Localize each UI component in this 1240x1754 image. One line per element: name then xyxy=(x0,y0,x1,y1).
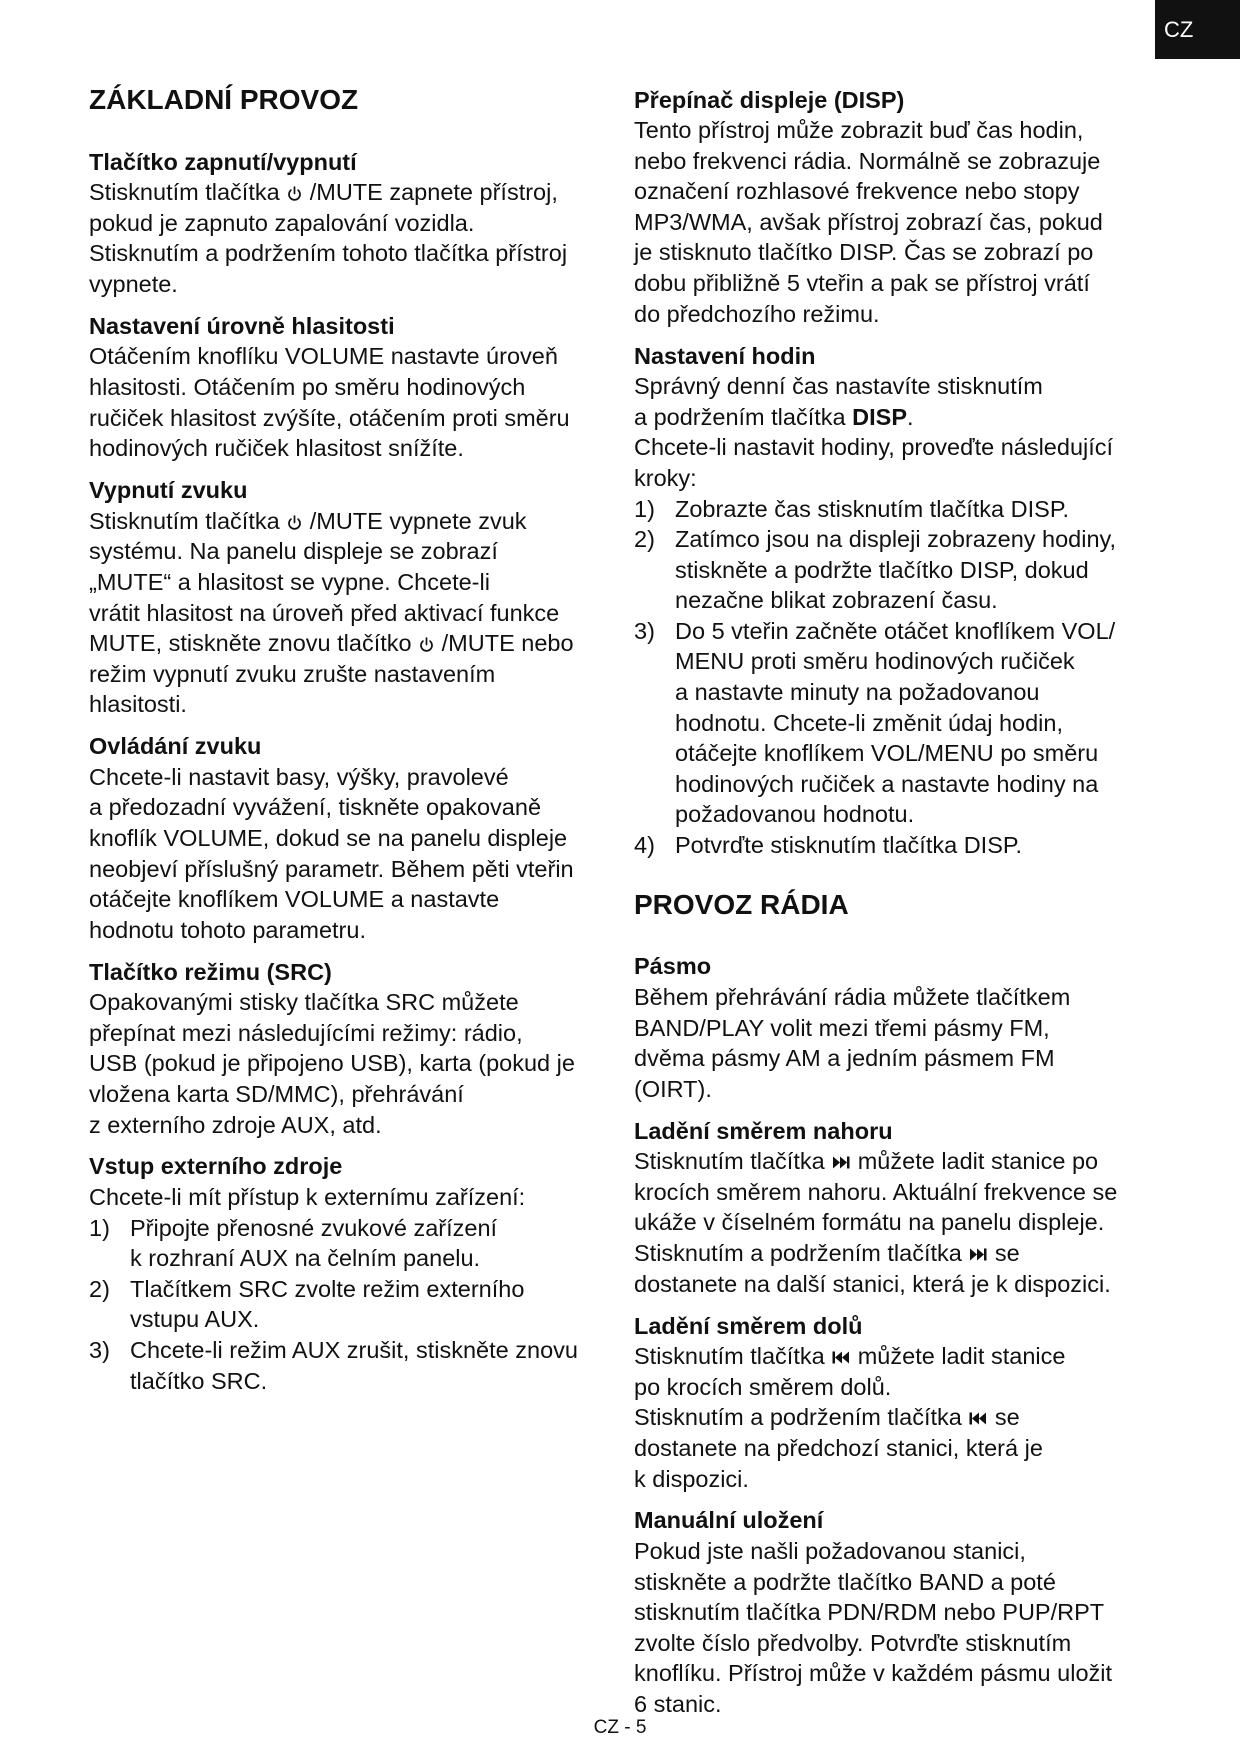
section-body: Během přehrávání rádia můžete tlačítkem BAND/PLAY volit mezi třemi pásmy FM, dvěma pásmy AM a jedním pásmem FM (OIRT). xyxy=(634,984,1071,1102)
section-band xyxy=(634,940,1194,1104)
section-body xyxy=(89,177,624,299)
list-item xyxy=(89,1335,624,1396)
body-text: se dostanete na předchozí stanici, která je k dispozici. xyxy=(634,1404,1043,1492)
section-body: Tento přístroj může zobrazit buď čas hodin, nebo frekvenci rádia. Normálně se zobrazuje označení rozhlasové frekvence nebo stopy MP3/WMA, avšak přístroj zobrazí čas, pokud je stisknuto tlačítko DISP. Čas se zobrazí po dobu přibližně 5 vteřin a pak se přístroj vrátí do předchozího režimu. xyxy=(634,117,1103,327)
section-body: Opakovanými stisky tlačítka SRC můžete přepínat mezi následujícími režimy: rádio, USB (pokud je připojeno USB), karta (pokud je vložena karta SD/MMC), přehrávání z externího zdroje AUX, atd. xyxy=(89,989,575,1138)
body-text: /MUTE nebo režim vypnutí zvuku zrušte nastavením hlasitosti. xyxy=(89,630,574,718)
section-power-button xyxy=(89,135,624,299)
section-body: Otáčením knoflíku VOLUME nastavte úroveň hlasitosti. Otáčením po směru hodinových ručiček hlasitost zvýšíte, otáčením proti směru hodinových ručiček hlasitost snížíte. xyxy=(89,343,570,462)
section-manual-store xyxy=(634,1494,1194,1719)
list-item xyxy=(89,1213,624,1274)
section-heading: Přepínač displeje (DISP) xyxy=(634,86,905,113)
bold-keyword: DISP xyxy=(852,403,907,430)
section-heading: Pásmo xyxy=(634,953,712,980)
body-text: Stisknutím tlačítka xyxy=(634,1343,832,1370)
section-volume-level xyxy=(89,300,624,464)
body-text: Stisknutím tlačítka xyxy=(634,1148,832,1175)
section-clock-setting xyxy=(634,329,1194,860)
section-heading: Ladění směrem nahoru xyxy=(634,1117,893,1144)
previous-track-icon xyxy=(831,1349,851,1366)
power-icon xyxy=(286,185,303,202)
body-text: /MUTE vypnete zvuk systému. Na panelu displeje se zobrazí „MUTE“ a hlasitost se vypne. Chcete-li vrátit hlasitost na úroveň před aktivací funkce MUTE, stiskněte znovu tlačítko xyxy=(89,507,560,657)
section-body xyxy=(89,506,624,720)
body-text: Správný denní čas nastavíte stisknutím a podržením tlačítka xyxy=(634,373,1043,430)
list-text: Tlačítkem SRC zvolte režim externího vstupu AUX. xyxy=(130,1275,525,1333)
section-body: Pokud jste našli požadovanou stanici, stiskněte a podržte tlačítko BAND a poté stisknutím tlačítka PDN/RDM nebo PUP/RPT zvolte číslo předvolby. Potvrďte stisknutím knoflíku. Přístroj může v každém pásmu uložit 6 stanic. xyxy=(634,1538,1113,1717)
section-heading: Tlačítko režimu (SRC) xyxy=(89,958,332,985)
section-sound-control xyxy=(89,720,624,945)
list-number: 3) xyxy=(634,617,655,644)
section-body xyxy=(634,1341,1194,1494)
next-track-icon xyxy=(831,1154,851,1171)
list-item xyxy=(634,830,1194,861)
language-tab xyxy=(1155,0,1240,59)
right-column xyxy=(634,85,1194,1720)
section-heading: Nastavení úrovně hlasitosti xyxy=(89,312,395,339)
section-heading: Manuální uložení xyxy=(634,1507,824,1534)
list-text: Chcete-li režim AUX zrušit, stiskněte znovu tlačítko SRC. xyxy=(130,1337,578,1394)
body-text: můžete ladit stanice po krocích směrem nahoru. Aktuální frekvence se ukáže v číselném formátu na panelu displeje. Stisknutím a podržením tlačítka xyxy=(634,1148,1118,1267)
power-icon xyxy=(418,636,435,653)
list-item xyxy=(634,524,1194,616)
body-text: Stisknutím tlačítka xyxy=(89,179,287,206)
list-item xyxy=(89,1274,624,1335)
body-text: můžete ladit stanice po krocích směrem dolů. Stisknutím a podržením tlačítka xyxy=(634,1343,1066,1431)
section-body: Chcete-li nastavit hodiny, proveďte následující kroky: xyxy=(634,434,1114,491)
list-number: 2) xyxy=(89,1275,110,1302)
body-text: Stisknutím tlačítka xyxy=(89,507,287,534)
language-tab-label: CZ xyxy=(1164,17,1194,42)
list-item xyxy=(634,616,1194,830)
section-body xyxy=(634,371,1194,432)
section-display-switch xyxy=(634,85,1194,330)
section-tune-down xyxy=(634,1299,1194,1494)
list-text: Připojte přenosné zvukové zařízení k rozhraní AUX na čelním panelu. xyxy=(130,1214,498,1272)
list-number: 1) xyxy=(634,495,655,522)
section-title-radio-operation: PROVOZ RÁDIA xyxy=(634,888,849,920)
list-text: Zatímco jsou na displeji zobrazeny hodiny, stiskněte a podržte tlačítko DISP, dokud nezačne blikat zobrazení času. xyxy=(675,526,1117,614)
body-text: /MUTE zapnete přístroj, pokud je zapnuto zapalování vozidla. Stisknutím a podržením tohoto tlačítka přístroj vypnete. xyxy=(89,179,568,297)
section-mute xyxy=(89,464,624,720)
section-heading: Vypnutí zvuku xyxy=(89,477,248,504)
body-text: se dostanete na další stanici, která je k dispozici. xyxy=(634,1240,1111,1297)
list-text: Zobrazte čas stisknutím tlačítka DISP. xyxy=(675,495,1069,522)
section-heading: Ovládání zvuku xyxy=(89,733,262,760)
list-text: Do 5 vteřin začněte otáčet knoflíkem VOL/ MENU proti směru hodinových ručiček a nastavte minuty na požadovanou hodnotu. Chcete-li změnit údaj hodin, otáčejte knoflíkem VOL/MENU po směru hodinových ručiček a nastavte hodiny na požadovanou hodnotu. xyxy=(675,617,1116,828)
section-body: Chcete-li nastavit basy, výšky, pravolevé a předozadní vyvážení, tiskněte opakovaně knoflík VOLUME, dokud se na panelu displeje neobjeví příslušný parametr. Během pěti vteřin otáčejte knoflíkem VOLUME a nastavte hodnotu tohoto parametru. xyxy=(89,763,574,943)
section-heading: Ladění směrem dolů xyxy=(634,1312,863,1339)
next-track-icon xyxy=(968,1246,988,1263)
section-title-basic-operation: ZÁKLADNÍ PROVOZ xyxy=(89,83,359,115)
page-number: CZ - 5 xyxy=(593,1717,647,1738)
section-mode-button xyxy=(89,945,624,1140)
section-heading: Vstup externího zdroje xyxy=(89,1153,343,1180)
list-number: 3) xyxy=(89,1337,110,1364)
section-body: Chcete-li mít přístup k externímu zařízení: xyxy=(89,1184,526,1211)
list-text: Potvrďte stisknutím tlačítka DISP. xyxy=(675,832,1023,859)
list-number: 1) xyxy=(89,1214,110,1241)
section-heading: Tlačítko zapnutí/vypnutí xyxy=(89,148,357,175)
section-tune-up xyxy=(634,1104,1194,1299)
list-number: 2) xyxy=(634,526,655,553)
power-icon xyxy=(286,514,303,531)
section-body xyxy=(634,1146,1194,1299)
section-heading: Nastavení hodin xyxy=(634,342,816,369)
section-external-input xyxy=(89,1140,624,1396)
list-number: 4) xyxy=(634,832,655,859)
left-column xyxy=(89,82,624,1396)
list-item xyxy=(634,494,1194,525)
body-text: . xyxy=(907,403,914,430)
previous-track-icon xyxy=(968,1410,988,1427)
